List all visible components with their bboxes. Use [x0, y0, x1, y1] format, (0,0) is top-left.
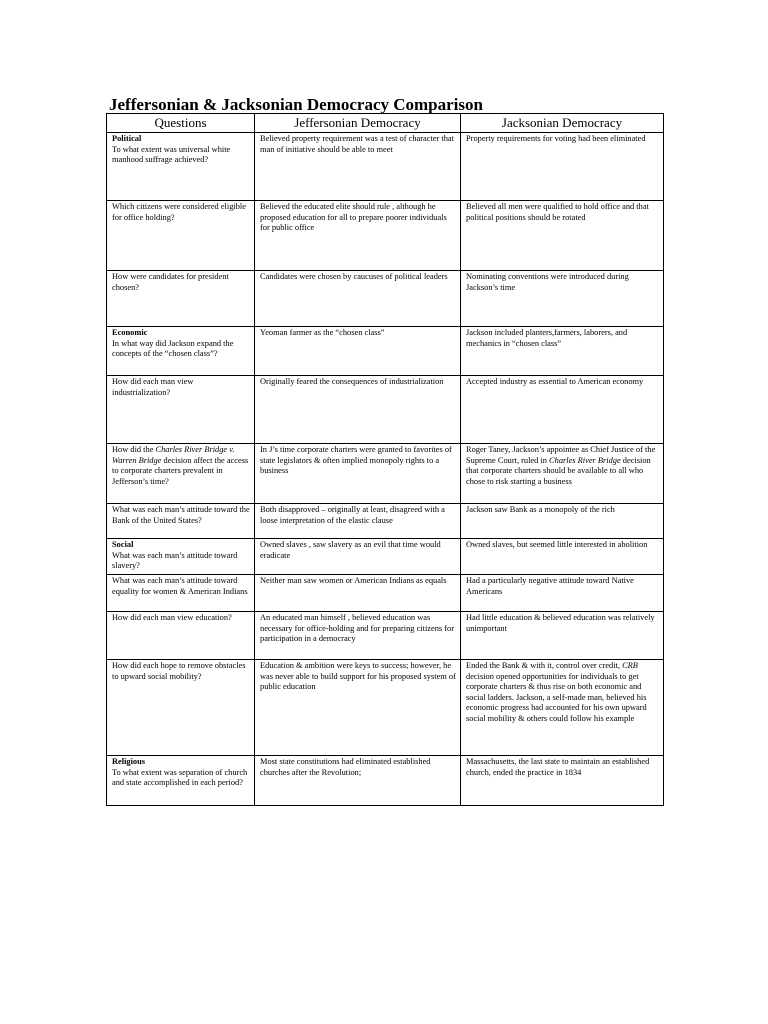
- question-text: Which citizens were considered eligible for office holding?: [112, 202, 246, 222]
- jeffersonian-cell: [255, 575, 461, 612]
- jacksonian-answer: Massachusetts, the last state to maintain an established church, ended the practice in 1834: [466, 757, 650, 777]
- document-title: Jeffersonian & Jacksonian Democracy Comparison: [109, 95, 483, 114]
- jacksonian-cell: [461, 756, 664, 806]
- table-row: [107, 660, 664, 756]
- table-header-row: [107, 114, 664, 133]
- jacksonian-cell: [461, 133, 664, 201]
- jacksonian-answer: Accepted industry as essential to American economy: [466, 377, 644, 386]
- table-row: [107, 201, 664, 271]
- table-row: [107, 376, 664, 444]
- jacksonian-answer: Nominating conventions were introduced during Jackson’s time: [466, 272, 629, 292]
- jacksonian-cell: [461, 327, 664, 376]
- jacksonian-cell: [461, 575, 664, 612]
- comparison-table: [106, 113, 664, 806]
- jacksonian-answer: Roger Taney, Jackson’s appointee as Chief Justice of the Supreme Court, ruled in Charles River Bridge decision that corporate charters should be available to all who chose to risk starting a business: [466, 445, 656, 486]
- table-row: [107, 444, 664, 504]
- question-text: What was each man’s attitude toward the Bank of the United States?: [112, 505, 250, 525]
- jeffersonian-cell: [255, 327, 461, 376]
- jeffersonian-cell: [255, 539, 461, 575]
- question-text: In what way did Jackson expand the concepts of the “chosen class”?: [112, 338, 234, 359]
- header-questions: Questions: [107, 114, 255, 133]
- jeffersonian-answer: Believed property requirement was a test of character that man of initiative should be able to meet: [260, 134, 454, 154]
- section-label: Social: [112, 540, 134, 549]
- question-cell: [107, 756, 255, 806]
- jacksonian-cell: [461, 504, 664, 539]
- question-text: What was each man’s attitude toward slavery?: [112, 550, 238, 571]
- jeffersonian-answer: In J’s time corporate charters were granted to favorites of state legislators & often implied monopoly rights to a business: [260, 445, 452, 476]
- question-text: How did each hope to remove obstacles to upward social mobility?: [112, 661, 246, 681]
- jeffersonian-answer: Yeoman farmer as the “chosen class”: [260, 328, 385, 337]
- jeffersonian-answer: Both disapproved – originally at least, disagreed with a loose interpretation of the elastic clause: [260, 505, 445, 525]
- jacksonian-cell: [461, 376, 664, 444]
- jeffersonian-cell: [255, 133, 461, 201]
- question-text: How were candidates for president chosen?: [112, 272, 229, 292]
- question-cell: [107, 376, 255, 444]
- jacksonian-answer: Jackson saw Bank as a monopoly of the rich: [466, 505, 615, 514]
- jacksonian-answer: Ended the Bank & with it, control over credit, CRB decision opened opportunities for individuals to get corporate charters & thus rise on both economic and social ladders. Jackson, a self-made man, believed his economic progress had accounted for his own upward social mobility & others could follow his example: [466, 661, 647, 723]
- table-row: [107, 271, 664, 327]
- jeffersonian-cell: [255, 201, 461, 271]
- question-cell: [107, 539, 255, 575]
- jeffersonian-cell: [255, 444, 461, 504]
- jeffersonian-answer: Originally feared the consequences of industrialization: [260, 377, 444, 386]
- jeffersonian-answer: Neither man saw women or American Indians as equals: [260, 576, 447, 585]
- question-text: To what extent was separation of church and state accomplished in each period?: [112, 767, 248, 788]
- jeffersonian-answer: An educated man himself , believed education was necessary for office-holding and for preparing citizens for participation in a democracy: [260, 613, 455, 644]
- question-text: What was each man’s attitude toward equality for women & American Indians: [112, 576, 248, 596]
- jacksonian-cell: [461, 201, 664, 271]
- table-row: [107, 575, 664, 612]
- jacksonian-cell: [461, 612, 664, 660]
- jeffersonian-answer: Candidates were chosen by caucuses of political leaders: [260, 272, 448, 281]
- jacksonian-answer: Owned slaves, but seemed little interested in abolition: [466, 540, 648, 549]
- question-text: How did the Charles River Bridge v. Warren Bridge decision affect the access to corporate charters prevalent in Jefferson’s time?: [112, 445, 249, 486]
- question-cell: [107, 504, 255, 539]
- question-cell: [107, 201, 255, 271]
- section-label: Political: [112, 134, 142, 143]
- table-row: [107, 612, 664, 660]
- question-cell: [107, 271, 255, 327]
- jeffersonian-cell: [255, 504, 461, 539]
- jacksonian-answer: Had little education & believed education was relatively unimportant: [466, 613, 655, 633]
- jacksonian-answer: Jackson included planters,farmers, laborers, and mechanics in “chosen class”: [466, 328, 628, 348]
- jacksonian-cell: [461, 444, 664, 504]
- jacksonian-cell: [461, 660, 664, 756]
- table-row: [107, 504, 664, 539]
- table-row: [107, 133, 664, 201]
- jeffersonian-answer: Believed the educated elite should rule , although he proposed education for all to prepare poorer individuals for public office: [260, 202, 447, 233]
- section-label: Religious: [112, 757, 146, 766]
- question-text: How did each man view industrialization?: [112, 377, 194, 397]
- question-cell: [107, 327, 255, 376]
- jacksonian-answer: Believed all men were qualified to hold office and that political positions should be rotated: [466, 202, 649, 222]
- jacksonian-cell: [461, 271, 664, 327]
- header-jeffersonian: Jeffersonian Democracy: [255, 114, 461, 133]
- question-text: How did each man view education?: [112, 613, 232, 622]
- jacksonian-answer: Property requirements for voting had been eliminated: [466, 134, 646, 143]
- question-cell: [107, 575, 255, 612]
- table-row: [107, 539, 664, 575]
- header-jacksonian: Jacksonian Democracy: [461, 114, 664, 133]
- jeffersonian-cell: [255, 660, 461, 756]
- jeffersonian-cell: [255, 376, 461, 444]
- question-text: To what extent was universal white manhood suffrage achieved?: [112, 144, 231, 165]
- jeffersonian-cell: [255, 756, 461, 806]
- jeffersonian-cell: [255, 612, 461, 660]
- question-cell: [107, 444, 255, 504]
- jeffersonian-answer: Most state constitutions had eliminated established churches after the Revolution;: [260, 757, 431, 777]
- table-row: [107, 756, 664, 806]
- question-cell: [107, 612, 255, 660]
- jeffersonian-answer: Education & ambition were keys to success; however, he was never able to build support for his proposed system of public education: [260, 661, 456, 692]
- table-row: [107, 327, 664, 376]
- jeffersonian-answer: Owned slaves , saw slavery as an evil that time would eradicate: [260, 540, 441, 560]
- jeffersonian-cell: [255, 271, 461, 327]
- jacksonian-cell: [461, 539, 664, 575]
- question-cell: [107, 133, 255, 201]
- jacksonian-answer: Had a particularly negative attitude toward Native Americans: [466, 576, 634, 596]
- section-label: Economic: [112, 328, 148, 337]
- question-cell: [107, 660, 255, 756]
